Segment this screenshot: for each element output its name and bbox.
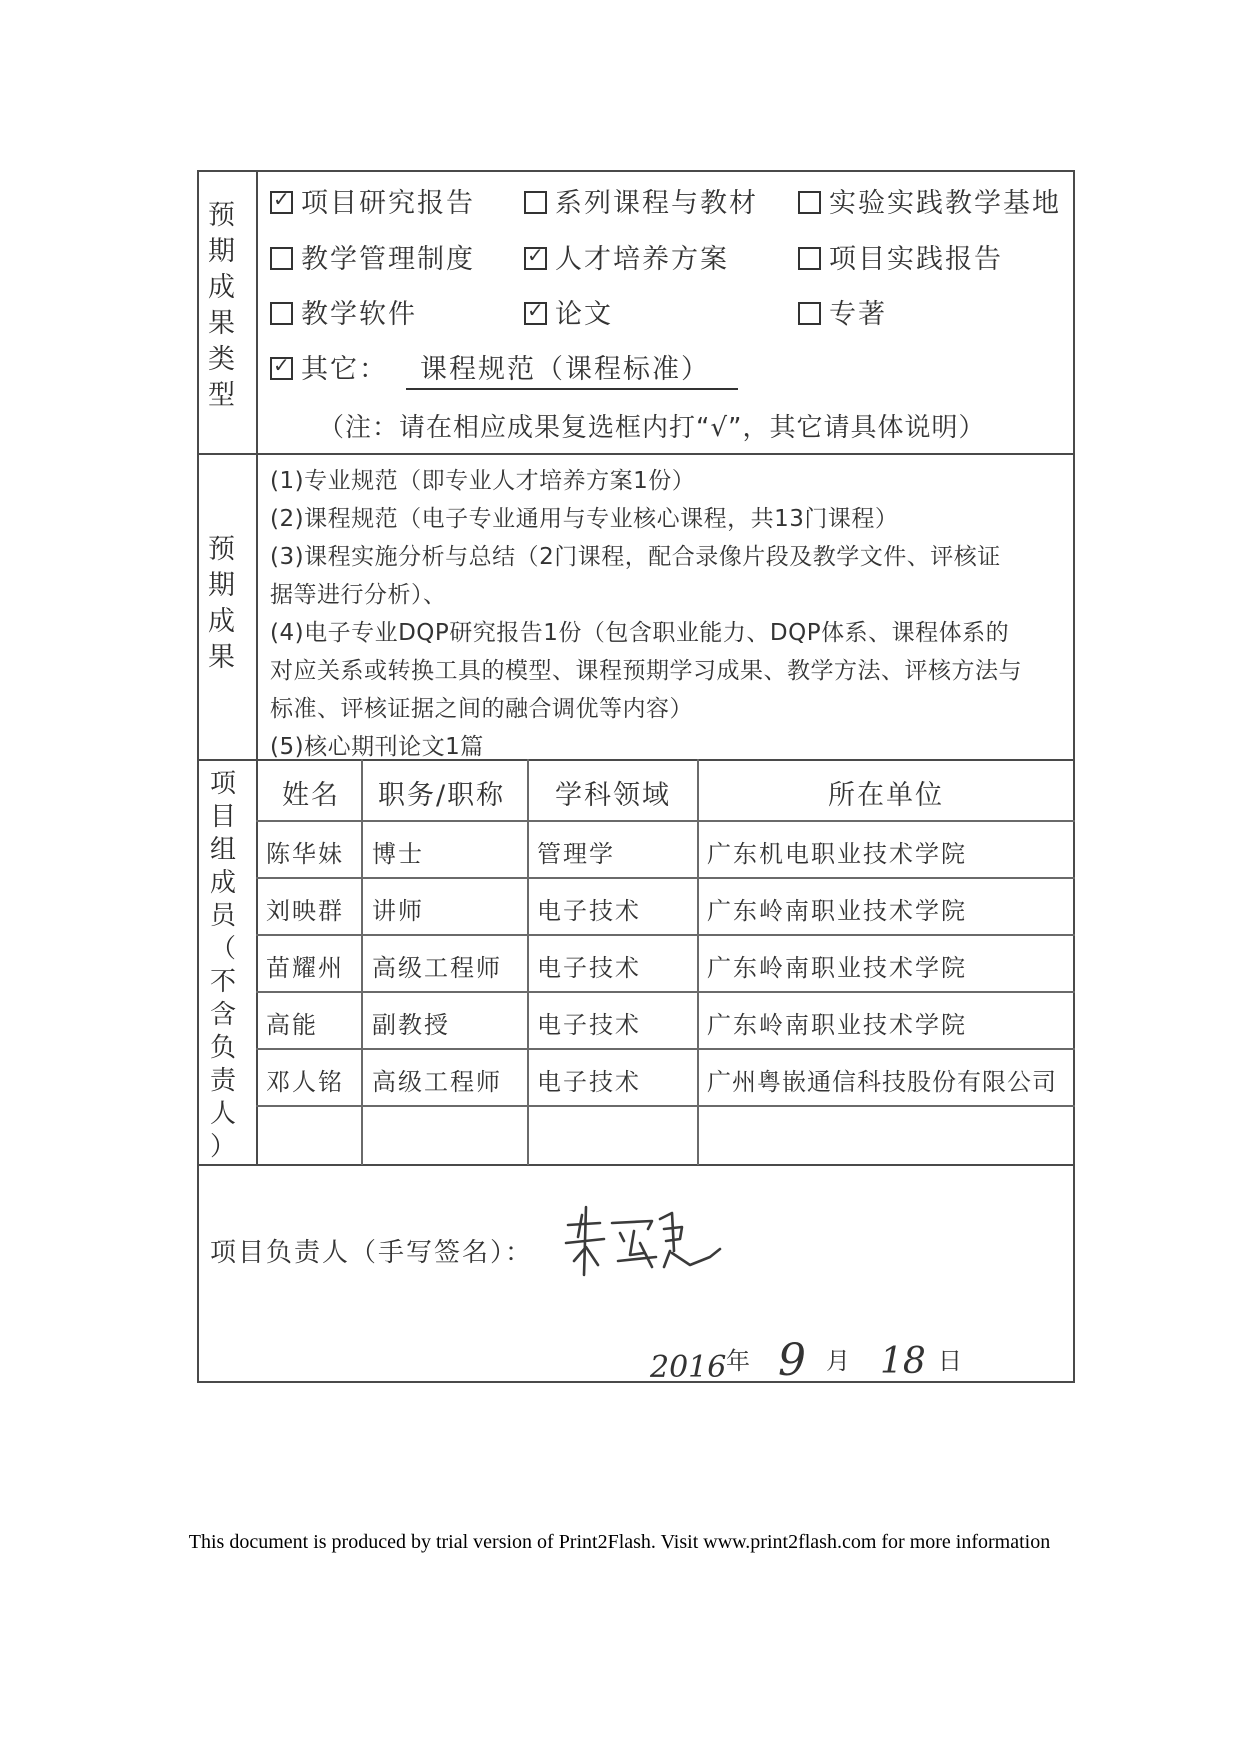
section-divider-3 — [197, 1164, 1075, 1166]
checkbox-icon[interactable] — [798, 191, 821, 214]
outcome-line: (4)电子专业DQP研究报告1份（包含职业能力、DQP体系、课程体系的 — [270, 620, 1010, 646]
svg-text:年: 年 — [726, 1347, 750, 1375]
checkbox-icon[interactable] — [524, 191, 547, 214]
checkbox-icon[interactable] — [798, 247, 821, 270]
handwritten-signature — [560, 1195, 730, 1285]
member-field: 电子技术 — [537, 954, 641, 982]
expected-outcomes-label: 预 期 成 果 — [208, 534, 235, 673]
member-col-line — [361, 759, 363, 1165]
signature-label: 项目负责人（手写签名）： — [210, 1238, 534, 1268]
member-unit: 广州粤嵌通信科技股份有限公司 — [707, 1068, 1057, 1096]
header-name: 姓名 — [282, 780, 340, 811]
option-practice-base[interactable]: 实验实践教学基地 — [798, 181, 1061, 220]
option-teaching-software[interactable]: 教学软件 — [270, 292, 417, 331]
member-title: 高级工程师 — [372, 1068, 502, 1096]
checkbox-icon[interactable] — [270, 357, 293, 380]
member-row-line — [256, 820, 1075, 822]
table-border-left — [197, 170, 199, 1383]
member-field: 电子技术 — [537, 897, 641, 925]
member-name: 高能 — [266, 1011, 318, 1039]
member-title: 讲师 — [372, 897, 424, 925]
member-name: 陈华妹 — [266, 840, 344, 868]
checkbox-icon[interactable] — [524, 247, 547, 270]
header-field: 学科领域 — [555, 780, 671, 811]
member-unit: 广东岭南职业技术学院 — [707, 897, 967, 925]
members-label: 项 目 组 成 员 （ 不 含 负 责 人 ） — [210, 769, 237, 1162]
svg-text:2016: 2016 — [650, 1350, 727, 1385]
member-title: 高级工程师 — [372, 954, 502, 982]
member-row-line — [256, 991, 1075, 993]
member-name: 苗耀州 — [266, 954, 344, 982]
header-title: 职务/职称 — [378, 780, 506, 811]
option-paper[interactable]: ✓ 论文 — [524, 292, 613, 331]
option-course-series-textbook[interactable]: 系列课程与教材 — [524, 181, 758, 220]
option-talent-plan[interactable]: ✓ 人才培养方案 — [524, 237, 729, 276]
outcome-line: (1)专业规范（即专业人才培养方案1份） — [270, 468, 696, 494]
member-name: 刘映群 — [266, 897, 344, 925]
member-col-line — [527, 759, 529, 1165]
member-field: 管理学 — [537, 840, 615, 868]
table-border-top — [197, 170, 1075, 172]
member-title: 博士 — [372, 840, 424, 868]
label-column-divider — [256, 170, 258, 1166]
table-border-right — [1073, 170, 1075, 1383]
member-field: 电子技术 — [537, 1068, 641, 1096]
outcome-line: 对应关系或转换工具的模型、课程预期学习成果、教学方法、评核方法与 — [270, 658, 1022, 684]
checkbox-icon[interactable] — [798, 302, 821, 325]
member-row-line — [256, 934, 1075, 936]
member-title: 副教授 — [372, 1011, 450, 1039]
member-row-line — [256, 1048, 1075, 1050]
option-monograph[interactable]: 专著 — [798, 292, 887, 331]
checkbox-icon[interactable] — [524, 302, 547, 325]
member-unit: 广东岭南职业技术学院 — [707, 954, 967, 982]
checkbox-icon[interactable] — [270, 302, 293, 325]
member-row-line — [256, 1105, 1075, 1107]
member-name: 邓人铭 — [266, 1068, 344, 1096]
outcome-types-label: 预 期 成 果 类 型 — [208, 200, 235, 411]
svg-text:9: 9 — [778, 1335, 806, 1386]
option-project-research-report[interactable]: ✓项目研究报告 — [270, 181, 475, 220]
svg-text:月: 月 — [826, 1347, 850, 1375]
header-unit: 所在单位 — [828, 780, 944, 811]
outcome-line: 标准、评核证据之间的融合调优等内容） — [270, 696, 693, 722]
checkbox-icon[interactable] — [270, 247, 293, 270]
handwritten-date — [648, 1325, 978, 1395]
option-project-practice-report[interactable]: 项目实践报告 — [798, 237, 1003, 276]
option-teaching-management[interactable]: 教学管理制度 — [270, 237, 475, 276]
member-col-line — [697, 759, 699, 1165]
outcome-line: (3)课程实施分析与总结（2门课程，配合录像片段及教学文件、评核证 — [270, 544, 1001, 570]
checkbox-icon[interactable] — [270, 191, 293, 214]
outcome-line: 据等进行分析）、 — [270, 582, 447, 608]
outcome-line: (2)课程规范（电子专业通用与专业核心课程，共13门课程） — [270, 506, 899, 532]
svg-text:18: 18 — [880, 1341, 926, 1382]
member-unit: 广东岭南职业技术学院 — [707, 1011, 967, 1039]
outcome-line: (5)核心期刊论文1篇 — [270, 734, 484, 760]
outcome-types-note: （注：请在相应成果复选框内打“√”，其它请具体说明） — [318, 413, 986, 443]
svg-text:日: 日 — [938, 1347, 962, 1375]
section-divider-1 — [197, 453, 1075, 455]
option-other[interactable]: ✓其它： 课程规范（课程标准） — [270, 347, 738, 390]
member-unit: 广东机电职业技术学院 — [707, 840, 967, 868]
trial-watermark-footer: This document is produced by trial version of Print2Flash. Visit www.print2flash.com for more information — [188, 1531, 1051, 1553]
member-row-line — [256, 877, 1075, 879]
other-value-field[interactable]: 课程规范（课程标准） — [406, 347, 738, 390]
member-field: 电子技术 — [537, 1011, 641, 1039]
